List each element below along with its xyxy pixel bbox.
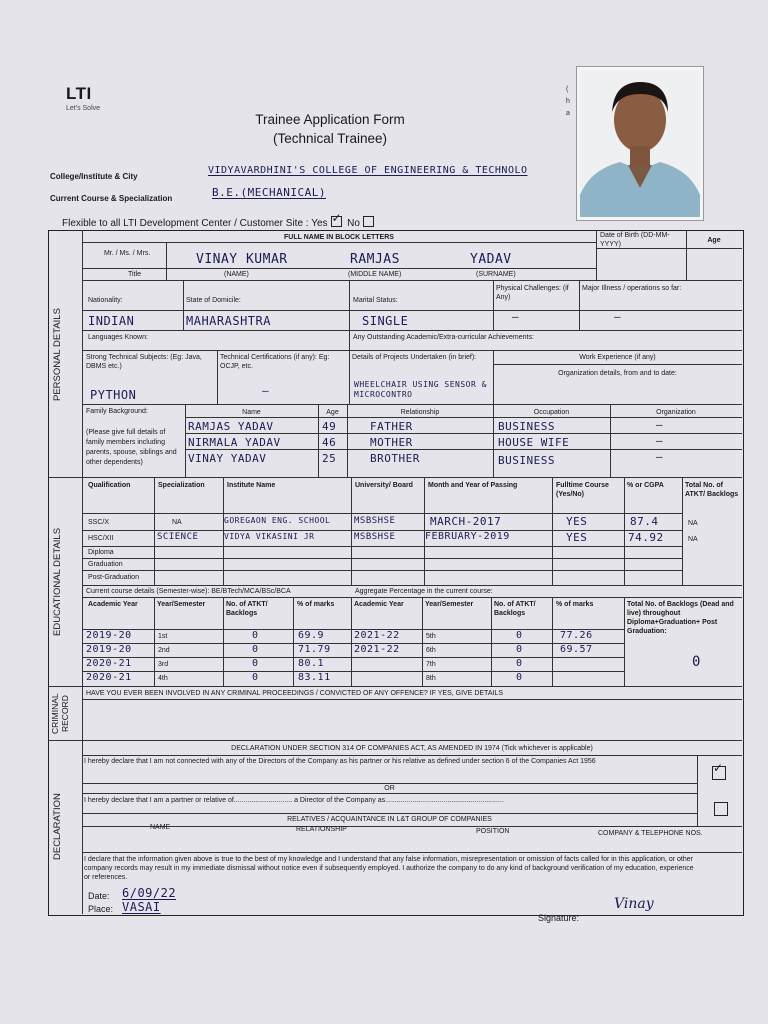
cgpa-cell[interactable]: 87.4	[630, 515, 659, 528]
course-label: Current Course & Specialization	[50, 194, 173, 203]
semester-atkt[interactable]: 0	[252, 644, 259, 655]
college-label: College/Institute & City	[50, 172, 138, 181]
semester-academic-year-2[interactable]: 2021-22	[354, 630, 400, 641]
sem-year-semester-2-header: Year/Semester	[425, 601, 474, 608]
marital-value[interactable]: SINGLE	[362, 314, 409, 328]
signature-label: Signature:	[538, 913, 580, 923]
domicile-value[interactable]: MAHARASHTRA	[186, 314, 271, 328]
family-member-relationship[interactable]: FATHER	[370, 420, 413, 433]
no-checkbox[interactable]	[363, 216, 374, 227]
semester-label: 3rd	[158, 661, 169, 668]
semester-marks[interactable]: 80.1	[298, 658, 325, 669]
semester-marks[interactable]: 71.79	[298, 644, 331, 655]
illness-value[interactable]: —	[614, 310, 622, 323]
family-member-relationship[interactable]: BROTHER	[370, 452, 420, 465]
dob-label: Date of Birth (DD-MM-YYYY)	[600, 232, 670, 248]
qualification-cell: SSC/X	[88, 519, 110, 526]
no-option-label: No	[347, 218, 360, 229]
semester-atkt[interactable]: 0	[252, 672, 259, 683]
family-member-relationship[interactable]: MOTHER	[370, 436, 413, 449]
portrait-image	[580, 70, 700, 217]
semester-marks-2[interactable]: 77.26	[560, 630, 593, 641]
languages-label: Languages Known:	[88, 334, 148, 341]
signature[interactable]: Vinay	[614, 896, 654, 912]
fulltime-cell[interactable]: YES	[566, 531, 588, 544]
family-member-organization[interactable]: —	[656, 434, 664, 447]
nationality-value[interactable]: INDIAN	[88, 314, 135, 328]
semester-marks[interactable]: 83.11	[298, 672, 331, 683]
fulltime-header: Fulltime Course (Yes/No)	[556, 482, 609, 498]
passing-header: Month and Year of Passing	[428, 482, 518, 489]
semester-label: 1st	[158, 633, 168, 640]
total-backlogs-label: Total No. of Backlogs (Dead and live) throughout Diploma+Graduation+ Post Graduation:	[627, 601, 734, 635]
family-member-organization[interactable]: —	[656, 450, 664, 463]
title-label: Title	[128, 271, 141, 278]
family-member-occupation[interactable]: BUSINESS	[498, 454, 555, 467]
semester-atkt[interactable]: 0	[252, 630, 259, 641]
cgpa-cell[interactable]: 74.92	[628, 531, 664, 544]
passing-cell[interactable]: MARCH-2017	[430, 515, 502, 528]
place-label: Place:	[88, 904, 114, 914]
semester-label-2: 6th	[426, 647, 436, 654]
semester-label: 2nd	[158, 647, 170, 654]
title-line-2: (Technical Trainee)	[272, 131, 388, 146]
project-value[interactable]: WHEELCHAIR USING SENSOR & MICROCONTRO	[354, 380, 487, 399]
sem-atkt-header: No. of ATKT/ Backlogs	[226, 601, 268, 617]
qualification-cell: Post-Graduation	[88, 574, 139, 581]
full-name-header: FULL NAME IN BLOCK LETTERS	[284, 234, 394, 241]
family-member-name[interactable]: NIRMALA YADAV	[188, 436, 281, 449]
title-prefix: Mr. / Ms. / Mrs.	[104, 250, 151, 257]
certifications-label: Technical Certifications (if any): Eg: OCJP, etc.	[220, 354, 330, 370]
nationality-label: Nationality:	[88, 297, 123, 304]
yes-checkbox[interactable]	[331, 216, 342, 227]
declaration-option-1-checkbox[interactable]	[712, 766, 726, 780]
date-label: Date:	[88, 891, 110, 901]
semester-academic-year-2[interactable]: 2021-22	[354, 644, 400, 655]
relatives-name-col: NAME	[150, 824, 171, 831]
organization-details-label: Organization details, from and to date:	[558, 370, 677, 377]
yes-option-label: Yes	[311, 218, 328, 229]
cgpa-header: % or CGPA	[627, 482, 664, 489]
semester-label-2: 5th	[426, 633, 436, 640]
specialization-cell[interactable]: SCIENCE	[157, 532, 199, 542]
form-title	[230, 110, 430, 148]
semester-atkt-2[interactable]: 0	[516, 658, 523, 669]
semester-marks[interactable]: 69.9	[298, 630, 325, 641]
work-experience-label: Work Experience (if any)	[579, 354, 656, 361]
middle-name-value[interactable]: RAMJAS	[350, 252, 400, 267]
sem-academic-year-header: Academic Year	[88, 601, 138, 608]
flexible-location-row	[62, 216, 374, 229]
educational-details-section-label: EDUCATIONAL DETAILS	[52, 527, 63, 637]
relatives-company-col: COMPANY & TELEPHONE NOS.	[598, 830, 703, 837]
institute-cell[interactable]: GOREGAON ENG. SCHOOL	[224, 516, 331, 525]
photo-note-stub: ( h a	[566, 86, 570, 117]
qualification-cell: HSC/XII	[88, 535, 114, 542]
semester-label-2: 7th	[426, 661, 436, 668]
age-label: Age	[707, 237, 721, 244]
passing-cell[interactable]: FEBRUARY-2019	[425, 531, 510, 542]
university-header: University/ Board	[355, 482, 413, 489]
surname-value[interactable]: YADAV	[470, 252, 512, 267]
name-label: (NAME)	[224, 271, 249, 278]
family-member-age[interactable]: 49	[322, 420, 337, 433]
semester-label: 4th	[158, 675, 168, 682]
atkt-cell[interactable]: NA	[688, 520, 698, 527]
lti-logo	[66, 84, 126, 112]
final-declaration-text: I declare that the information given above is true to the best of my knowledge and I understand that any false information, misrepresentation or omission of facts called for in this application, or other company records may result in my immediate dismissal without notice even if subsequently employed. I authorize the company to do any kind of background verification of my education, experience or references.	[84, 856, 694, 881]
specialization-cell[interactable]: NA	[172, 519, 182, 526]
family-label: Family Background:	[86, 408, 148, 415]
atkt-cell[interactable]: NA	[688, 536, 698, 543]
semester-atkt-2[interactable]: 0	[516, 644, 523, 655]
semester-academic-year[interactable]: 2020-21	[86, 672, 132, 683]
semester-atkt-2[interactable]: 0	[516, 672, 523, 683]
sem-atkt-2-header: No. of ATKT/ Backlogs	[494, 601, 536, 617]
qualification-cell: Graduation	[88, 561, 123, 568]
achievements-label: Any Outstanding Academic/Extra-curricular Achievements:	[353, 334, 534, 341]
family-name-header: Name	[242, 409, 261, 416]
institute-header: Institute Name	[227, 482, 276, 489]
logo-tagline: Let's Solve	[66, 105, 101, 112]
family-organization-header: Organization	[656, 409, 696, 416]
family-member-occupation[interactable]: HOUSE WIFE	[498, 436, 570, 449]
criminal-question: HAVE YOU EVER BEEN INVOLVED IN ANY CRIMINAL PROCEEDINGS / CONVICTED OF ANY OFFENCE? IF YES, GIVE DETAILS	[86, 690, 503, 697]
fulltime-cell[interactable]: YES	[566, 515, 588, 528]
total-backlogs-value[interactable]: 0	[692, 654, 701, 670]
applicant-photo	[576, 66, 704, 221]
semester-atkt-2[interactable]: 0	[516, 630, 523, 641]
place-value[interactable]: VASAI	[122, 900, 161, 914]
semester-academic-year[interactable]: 2020-21	[86, 658, 132, 669]
family-member-name[interactable]: RAMJAS YADAV	[188, 420, 274, 433]
relatives-relationship-col: RELATIONSHIP	[296, 826, 347, 833]
relatives-header: RELATIVES / ACQUAINTANCE IN L&T GROUP OF COMPANIES	[287, 816, 492, 823]
semester-label-2: 8th	[426, 675, 436, 682]
family-member-age[interactable]: 46	[322, 436, 337, 449]
family-member-occupation[interactable]: BUSINESS	[498, 420, 555, 433]
certifications-value[interactable]: —	[262, 384, 270, 397]
physical-value[interactable]: —	[512, 310, 520, 323]
college-value[interactable]: VIDYAVARDHINI'S COLLEGE OF ENGINEERING & TECHNOLO	[208, 165, 528, 176]
declaration-header: DECLARATION UNDER SECTION 314 OF COMPANIES ACT, AS AMENDED IN 1974 (Tick whichever is applicable)	[231, 745, 593, 752]
family-age-header: Age	[326, 409, 339, 416]
domicile-label: State of Domicile:	[186, 297, 241, 304]
semester-marks-2[interactable]: 69.57	[560, 644, 593, 655]
flexible-label: Flexible to all LTI Development Center / Customer Site :	[62, 218, 309, 229]
declaration-option-2-checkbox[interactable]	[714, 802, 728, 816]
logo-text: LTI	[66, 84, 92, 103]
illness-label: Major Illness / operations so far:	[582, 285, 682, 292]
sem-marks-header: % of marks	[297, 601, 335, 608]
institute-cell[interactable]: VIDYA VIKASINI JR	[224, 532, 315, 541]
personal-details-section-label: PERSONAL DETAILS	[52, 308, 63, 401]
first-name-value[interactable]: VINAY KUMAR	[196, 252, 288, 267]
date-value[interactable]: 6/09/22	[122, 886, 177, 900]
family-occupation-header: Occupation	[533, 409, 570, 416]
skills-label: Strong Technical Subjects: (Eg: Java, DBMS etc.)	[86, 354, 202, 370]
board-cell[interactable]: MSBSHSE	[354, 532, 396, 542]
surname-label: (SURNAME)	[476, 271, 516, 278]
sem-academic-year-2-header: Academic Year	[354, 601, 404, 608]
aggregate-label: Aggregate Percentage in the current course:	[355, 588, 493, 595]
family-member-name[interactable]: VINAY YADAV	[188, 452, 267, 465]
family-relationship-header: Relationship	[400, 409, 440, 416]
course-value[interactable]: B.E.(MECHANICAL)	[212, 186, 326, 199]
family-note: (Please give full details of family members including parents, spouse, siblings and other dependents)	[86, 429, 177, 466]
atkt-header: Total No. of ATKT/ Backlogs	[685, 482, 739, 498]
projects-label: Details of Projects Undertaken (in brief):	[352, 354, 477, 361]
family-member-organization[interactable]: —	[656, 418, 664, 431]
semester-academic-year[interactable]: 2019-20	[86, 630, 132, 641]
relatives-position-col: POSITION	[476, 828, 510, 835]
or-label: OR	[384, 785, 395, 792]
declaration-option-2: I hereby declare that I am a partner or relative of.............................. a Director of the Company as.............................................................	[84, 797, 504, 804]
semester-atkt[interactable]: 0	[252, 658, 259, 669]
declaration-option-1: I hereby declare that I am not connected with any of the Directors of the Company as his partner or his relative as defined under section 6 of the Companies Act 1956	[84, 758, 596, 765]
title-line-1: Trainee Application Form	[255, 112, 405, 127]
board-cell[interactable]: MSBSHSE	[354, 516, 396, 526]
current-course-label: Current course details (Semester-wise): BE/BTech/MCA/BSc/BCA	[86, 588, 291, 595]
declaration-section-label: DECLARATION	[52, 793, 63, 861]
semester-academic-year[interactable]: 2019-20	[86, 644, 132, 655]
skills-value[interactable]: PYTHON	[90, 388, 137, 402]
qualification-cell: Diploma	[88, 549, 114, 556]
middle-name-label: (MIDDLE NAME)	[348, 271, 402, 278]
marital-label: Marital Status:	[353, 297, 398, 304]
specialization-header: Specialization	[158, 482, 205, 489]
criminal-record-section-label: CRIMINAL RECORD	[50, 693, 70, 734]
sem-marks-2-header: % of marks	[556, 601, 594, 608]
physical-challenges-label: Physical Challenges: (if Any)	[496, 285, 569, 301]
qualification-header: Qualification	[88, 482, 131, 489]
sem-year-semester-header: Year/Semester	[157, 601, 206, 608]
family-member-age[interactable]: 25	[322, 452, 337, 465]
